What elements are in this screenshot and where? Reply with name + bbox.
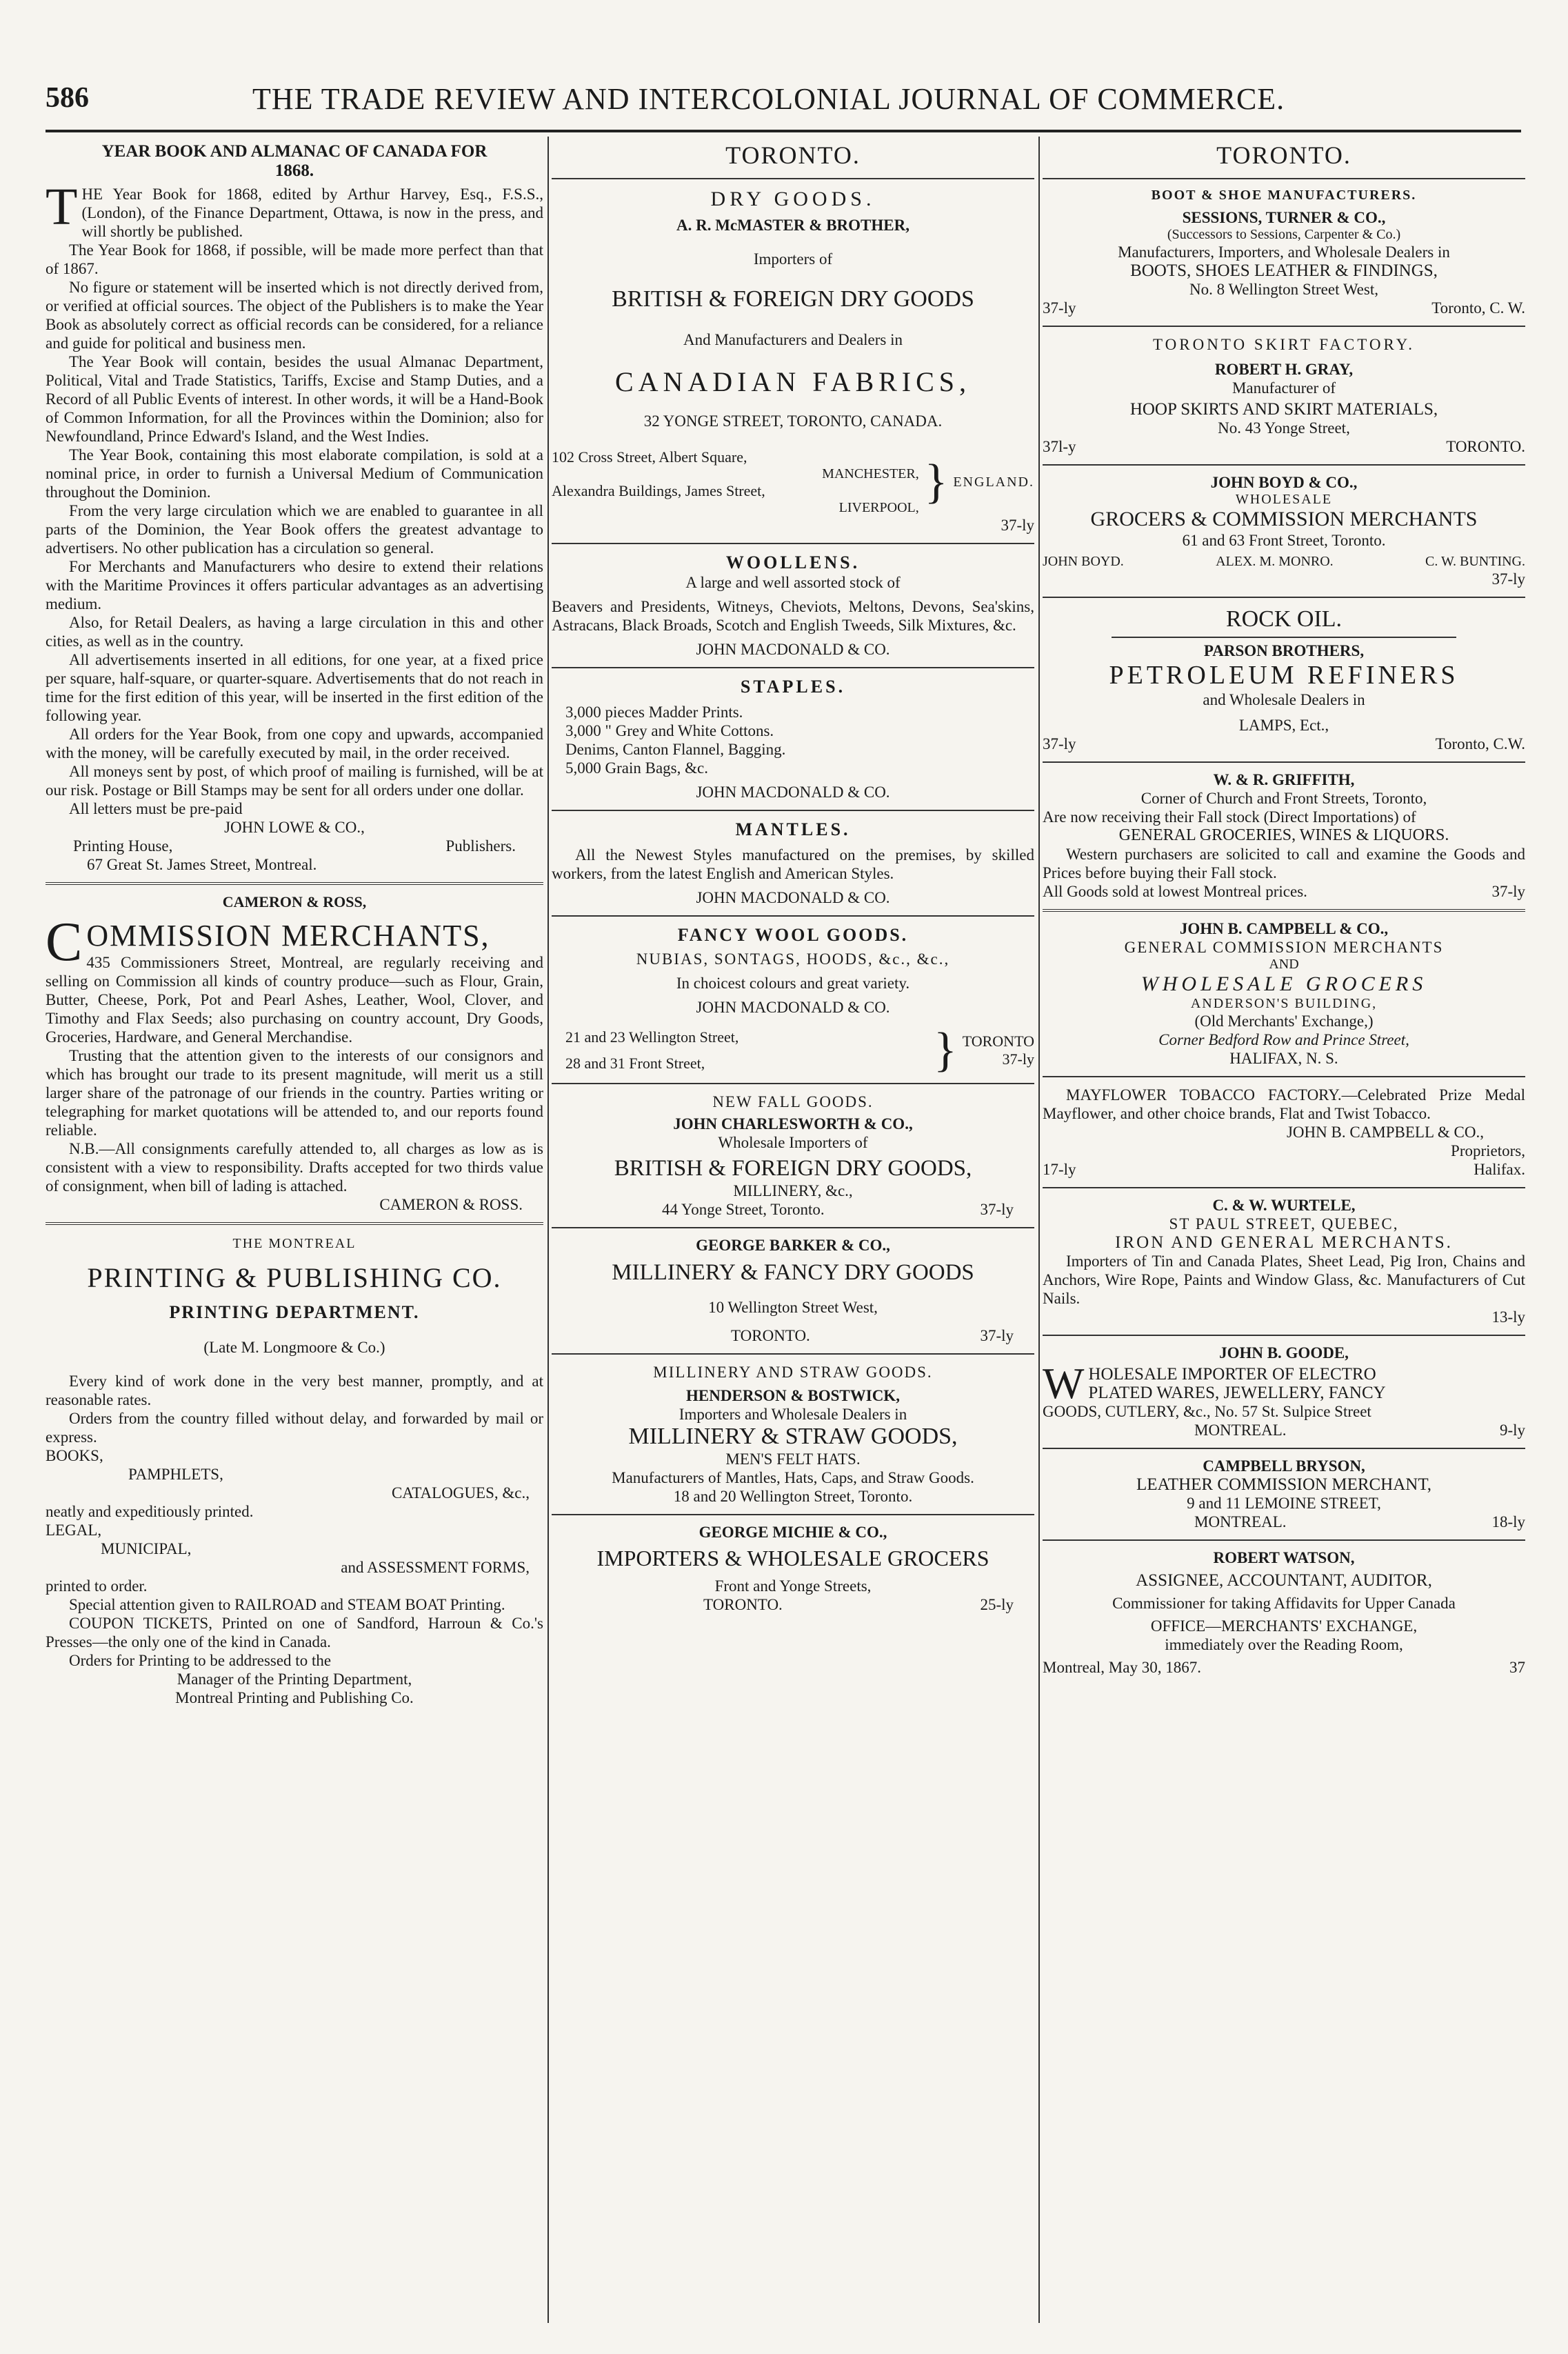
divider: [552, 667, 1034, 668]
addresses: [552, 448, 919, 516]
divider: [46, 1222, 543, 1225]
addresses: [565, 1028, 928, 1073]
goods: BOOTS, SHOES LEATHER & FINDINGS,: [1130, 261, 1438, 280]
ref: 9-ly: [1499, 1422, 1525, 1439]
goods: ASSIGNEE, ACCOUNTANT, AUDITOR,: [1136, 1571, 1432, 1590]
paragraph: No figure or statement will be inserted which is not directly derived from, or verified at official sources. The object of the Publishers is to make the Year Book as absolutely correct as official records can be considered, for a reliance and guide for political and business men.: [46, 279, 543, 352]
address: 67 Great St. James Street, Montreal.: [87, 856, 317, 873]
divider: [1043, 1335, 1525, 1336]
line: Corner of Church and Front Streets, Toronto,: [1140, 790, 1427, 807]
ref: 17-ly: [1043, 1161, 1076, 1178]
printing-advert: [46, 1236, 543, 1707]
paragraph: All letters must be pre-paid: [69, 800, 243, 817]
paragraph: All orders for the Year Book, from one copy and upwards, accompanied with the money, will be carefully executed by mail, in the order received.: [46, 726, 543, 761]
heading: STAPLES.: [740, 677, 846, 697]
firm-name: W. & R. GRIFFITH,: [1213, 771, 1355, 788]
line: And Manufacturers and Dealers in: [683, 331, 903, 348]
partners: [1043, 554, 1525, 570]
divider: [1043, 597, 1525, 598]
paragraph: COUPON TICKETS, Printed on one of Sandford, Harroun & Co.'s Presses—the only one of the kind in Canada.: [46, 1615, 543, 1650]
divider: [552, 1353, 1034, 1355]
dropcap: C: [46, 912, 83, 972]
firm-name: ROBERT H. GRAY,: [1214, 361, 1354, 378]
firm-name: C. & W. WURTELE,: [1212, 1197, 1356, 1214]
goods: CANADIAN FABRICS,: [614, 366, 972, 397]
note: (Late M. Longmoore & Co.): [203, 1339, 385, 1356]
note-line: [1043, 882, 1525, 901]
divider: [1043, 761, 1525, 763]
signature: CAMERON & ROSS.: [379, 1196, 523, 1213]
dropcap: W: [1043, 1359, 1085, 1408]
divider: [552, 1083, 1034, 1084]
firm-name: PARSON BROTHERS,: [1203, 642, 1365, 659]
section-heading: DRY GOODS.: [710, 188, 876, 210]
divider: [1043, 1539, 1525, 1541]
paragraph: Western purchasers are solicited to call and examine the Goods and Prices before buying their Fall stock.: [1043, 846, 1525, 881]
line: A large and well assorted stock of: [685, 574, 901, 591]
line: (Old Merchants' Exchange,): [1194, 1013, 1374, 1030]
ref: 37-ly: [980, 1201, 1014, 1218]
goods: HOOP SKIRTS AND SKIRT MATERIALS,: [1129, 400, 1438, 419]
heading: MANTLES.: [735, 819, 851, 839]
ref: 25-ly: [980, 1596, 1014, 1613]
goods: LEATHER COMMISSION MERCHANT,: [1136, 1475, 1432, 1494]
address: 18 and 20 Wellington Street, Toronto.: [673, 1488, 913, 1505]
paragraph: N.B.—All consignments carefully attended to, all charges as low as is consistent with a view to responsibility. Drafts accepted for two thirds value of consignment, when bill of lading is attached.: [46, 1140, 543, 1195]
address-block: [552, 1026, 1034, 1075]
city: Toronto, C.W.: [1435, 735, 1525, 752]
divider: [1043, 326, 1525, 327]
items: NUBIAS, SONTAGS, HOODS, &c., &c.,: [636, 950, 950, 968]
country: ENGLAND.: [953, 474, 1034, 490]
heading: PRINTING & PUBLISHING CO.: [87, 1262, 502, 1293]
paragraph: Orders for Printing to be addressed to the: [69, 1652, 332, 1669]
paragraph: The Year Book, containing this most elaborate compilation, is sold at a nominal price, in order to furnish a Universal Medium of Communication throughout the Dominion.: [46, 446, 543, 501]
signature: JOHN MACDONALD & CO.: [696, 784, 890, 801]
signature: JOHN MACDONALD & CO.: [696, 889, 890, 906]
mantles-advert: [552, 819, 1034, 907]
city: TORONTO.: [1446, 438, 1525, 455]
goods: IRON AND GENERAL MERCHANTS.: [1115, 1233, 1453, 1252]
page-header: [46, 81, 1521, 123]
city-heading: TORONTO.: [1216, 141, 1351, 169]
page-title: THE TRADE REVIEW AND INTERCOLONIAL JOURNAL OF COMMERCE.: [252, 82, 1285, 116]
text: HE Year Book for 1868, edited by Arthur Harvey, Esq., F.S.S., (London), of the Finance Department, Ottawa, is now in the press, and will shortly be published.: [81, 186, 543, 240]
line: Manufacturer of: [1232, 379, 1336, 397]
address: 61 and 63 Front Street, Toronto.: [1182, 532, 1386, 549]
note: All Goods sold at lowest Montreal prices.: [1043, 883, 1307, 900]
list-item: PAMPHLETS,: [128, 1466, 223, 1483]
city: TORONTO.: [731, 1327, 810, 1344]
line: immediately over the Reading Room,: [1165, 1636, 1403, 1653]
address: 9 and 11 LEMOINE STREET,: [1187, 1495, 1381, 1512]
paragraph: All advertisements inserted in all editions, for one year, at a fixed price per square, half-square, or quarter-square. Advertisements that do not reach in time for the first edition of this year, will be inserted in the first edition of the following year.: [46, 651, 543, 724]
paragraph: MAYFLOWER TOBACCO FACTORY.—Celebrated Prize Medal Mayflower, and other choice brands, Flat and Twist Tobacco.: [1043, 1086, 1525, 1122]
yearbook-title: YEAR BOOK AND ALMANAC OF CANADA FOR 1868.: [101, 142, 488, 180]
line: OFFICE—MERCHANTS' EXCHANGE,: [1150, 1617, 1418, 1635]
paragraph: Special attention given to RAILROAD and STEAM BOAT Printing.: [69, 1596, 505, 1613]
staples-advert: [552, 677, 1034, 801]
divider: [552, 1514, 1034, 1515]
paragraph: The Year Book for 1868, if possible, will be made more perfect than that of 1867.: [46, 241, 543, 277]
ref: 37l-y: [1043, 438, 1076, 455]
address: 44 Yonge Street, Toronto.: [662, 1201, 825, 1218]
barker-advert: [552, 1237, 1034, 1345]
boot-advert: [1043, 188, 1525, 317]
paragraph: All moneys sent by post, of which proof of mailing is furnished, will be at our risk. Postage or Bill Stamps may be sent for all orders under one dollar.: [46, 763, 543, 799]
text: 435 Commissioners Street, Montreal, are regularly receiving and selling on Commission all kinds of country produce—such as Flour, Grain, Butter, Cheese, Pork, Pot and Pearl Ashes, Leather, Wool, Clover, and Timothy and Flax Seeds; also purchasing on country account, Dry Goods, Groceries, Hardware, and General Merchandise.: [46, 954, 543, 1046]
divider: [1112, 637, 1456, 638]
paragraph: Beavers and Presidents, Witneys, Cheviots, Meltons, Devons, Sea'skins, Astracans, Black Broads, Scotch and English Tweeds, Silk Mixtures, &c.: [552, 598, 1034, 634]
line: and Wholesale Dealers in: [1203, 691, 1365, 708]
paragraph: The Year Book will contain, besides the usual Almanac Department, Political, Vital and Trade Statistics, Tariffs, Excise and Stamp Duties, and a Record of all Public Events of interest. In other words, it will be a Hand-Book of Common Information, for all the Provinces within the Dominion; also for Newfoundland, Prince Edward's Island, and the West Indies.: [46, 353, 543, 445]
firm-name: GEORGE BARKER & CO.,: [696, 1237, 890, 1254]
heading: ROCK OIL.: [1225, 606, 1343, 632]
ref: 37-ly: [1002, 1050, 1034, 1068]
page-number: 586: [46, 82, 89, 114]
mcmaster-advert: [552, 217, 1034, 535]
line: MILLINERY, &c.,: [733, 1182, 853, 1199]
date: Montreal, May 30, 1867.: [1043, 1659, 1201, 1676]
paragraph: [46, 912, 543, 1046]
divider: [552, 1227, 1034, 1228]
divider: [552, 810, 1034, 811]
heading: FANCY WOOL GOODS.: [677, 925, 909, 945]
column-divider: [1038, 137, 1040, 2323]
brace: }: [924, 455, 948, 508]
wurtele-advert: [1043, 1197, 1525, 1326]
ref: 37-ly: [1043, 299, 1076, 317]
city: LIVERPOOL,: [838, 500, 919, 515]
ref: 13-ly: [1491, 1308, 1525, 1326]
head: BOOT & SHOE MANUFACTURERS.: [1151, 188, 1417, 203]
line: Manufacturers, Importers, and Wholesale Dealers in: [1118, 243, 1450, 261]
line: WHOLESALE: [1235, 492, 1333, 507]
ref: 37-ly: [1491, 883, 1525, 900]
text: Publishers.: [445, 837, 516, 855]
head: THE MONTREAL: [232, 1236, 356, 1251]
divider: [1043, 178, 1525, 179]
line: PLATED WARES, JEWELLERY, FANCY: [1088, 1384, 1386, 1402]
divider: [46, 882, 543, 885]
cameron-advert: [46, 893, 543, 1214]
divider: [552, 178, 1034, 179]
firm-name: CAMPBELL BRYSON,: [1203, 1457, 1365, 1475]
line: ANDERSON'S BUILDING,: [1190, 996, 1378, 1011]
henderson-advert: [552, 1363, 1034, 1506]
michie-advert: [552, 1524, 1034, 1614]
address-block: [552, 448, 1034, 516]
line: GOODS, CUTLERY, &c., No. 57 St. Sulpice Street: [1043, 1403, 1371, 1420]
city-line: [1043, 1160, 1525, 1179]
head: NEW FALL GOODS.: [712, 1093, 874, 1110]
paragraph: All the Newest Styles manufactured on the premises, by skilled workers, from the latest English and American Styles.: [552, 846, 1034, 882]
ref: 37-ly: [980, 1327, 1014, 1344]
city: MONTREAL.: [1194, 1422, 1287, 1439]
city: MONTREAL.: [1194, 1513, 1287, 1530]
yearbook-advert: [46, 142, 543, 874]
address: No. 8 Wellington Street West,: [1189, 281, 1378, 298]
paragraph: Trusting that the attention given to the interests of our consignors and which has brought our trade to its present magnitude, will merit us a still larger share of the patronage of our friends in the country. Parties writing or telegraphing for market quotations will be attended to, and our reports found reliable.: [46, 1047, 543, 1139]
line: Wholesale Importers of: [718, 1134, 868, 1151]
city: MANCHESTER,: [822, 466, 919, 481]
column-left: [46, 137, 543, 2323]
goods: IMPORTERS & WHOLESALE GROCERS: [596, 1546, 989, 1570]
line: AND: [1269, 957, 1299, 972]
watson-advert: [1043, 1549, 1525, 1677]
line: Importers of: [753, 250, 833, 268]
goods: MILLINERY & FANCY DRY GOODS: [612, 1260, 974, 1285]
partner: JOHN BOYD.: [1043, 554, 1124, 569]
city-line: [1043, 1513, 1525, 1531]
list-item: CATALOGUES, &c.,: [391, 1484, 530, 1502]
divider: [1043, 1187, 1525, 1188]
paragraph: Manager of the Printing Department,: [177, 1670, 412, 1688]
subheading: PRINTING DEPARTMENT.: [169, 1302, 420, 1322]
address: Alexandra Buildings, James Street,: [552, 482, 765, 499]
goods: BRITISH & FOREIGN DRY GOODS: [612, 286, 974, 312]
paragraph: Also, for Retail Dealers, as having a large circulation in this and other cities, as well as in the country.: [46, 614, 543, 650]
city: TORONTO: [962, 1033, 1034, 1050]
signature: JOHN LOWE & CO.,: [224, 819, 365, 836]
heading: WOOLLENS.: [725, 552, 861, 572]
line: LAMPS, Ect.,: [1238, 717, 1329, 734]
address: 102 Cross Street, Albert Square,: [552, 448, 747, 466]
head: MILLINERY AND STRAW GOODS.: [653, 1364, 933, 1381]
signature: JOHN B. CAMPBELL & CO.,: [1286, 1124, 1484, 1141]
goods: MILLINERY & STRAW GOODS,: [628, 1424, 958, 1449]
paragraph: For Merchants and Manufacturers who desire to extend their relations with the Maritime Provinces it offers particular advantages as an advertising medium.: [46, 558, 543, 612]
woollens-advert: [552, 552, 1034, 659]
boyd-advert: [1043, 474, 1525, 588]
partner: C. W. BUNTING.: [1425, 554, 1525, 569]
goods: WHOLESALE GROCERS: [1140, 972, 1427, 995]
list-item: BOOKS,: [46, 1447, 103, 1464]
firm-name: CAMERON & ROSS,: [222, 893, 367, 910]
firm-name: GEORGE MICHIE & CO.,: [698, 1524, 887, 1541]
line: GENERAL COMMISSION MERCHANTS: [1124, 939, 1444, 956]
brace: }: [934, 1024, 957, 1077]
divider: [552, 543, 1034, 544]
city-line: [552, 1595, 1034, 1614]
firm-name: A. R. McMASTER & BROTHER,: [676, 217, 909, 234]
paragraph: [46, 178, 543, 241]
line: MEN'S FELT HATS.: [725, 1450, 861, 1468]
city-line: [552, 1317, 1034, 1345]
list-item: and ASSESSMENT FORMS,: [341, 1559, 530, 1576]
paragraph: Are now receiving their Fall stock (Direct Importations) of: [1043, 808, 1416, 826]
paragraph: Importers of Tin and Canada Plates, Sheet Lead, Pig Iron, Chains and Anchors, Wire Rope, Paints and Window Glass, &c. Manufacturers of Cut Nails.: [1043, 1253, 1525, 1307]
heading: OMMISSION MERCHANTS,: [86, 919, 490, 952]
list-item: neatly and expeditiously printed.: [46, 1503, 254, 1520]
line: Commissioner for taking Affidavits for Upper Canada: [1112, 1595, 1456, 1612]
ref: 37-ly: [1001, 517, 1034, 534]
column-divider: [547, 137, 549, 2323]
campbell-advert: [1043, 920, 1525, 1068]
signature-line: [46, 837, 543, 855]
list-item: MUNICIPAL,: [101, 1540, 192, 1557]
goods: GROCERS & COMMISSION MERCHANTS: [1090, 508, 1478, 530]
skirt-advert: [1043, 335, 1525, 456]
divider: [1043, 1448, 1525, 1449]
city-line: [1043, 1421, 1525, 1439]
fancywool-advert: [552, 925, 1034, 1075]
column-middle: [552, 137, 1034, 2323]
ref: 37: [1509, 1659, 1525, 1676]
list-item: printed to order.: [46, 1577, 148, 1595]
list-item: Denims, Canton Flannel, Bagging.: [565, 741, 786, 758]
line: In choicest colours and great variety.: [676, 975, 910, 992]
ref: 37-ly: [1491, 570, 1525, 588]
address: ST PAUL STREET, QUEBEC,: [1169, 1215, 1399, 1233]
ref: 18-ly: [1491, 1513, 1525, 1530]
charlesworth-advert: [552, 1093, 1034, 1219]
dropcap: T: [46, 178, 78, 236]
city-line: [1043, 299, 1525, 317]
line: HOLESALE IMPORTER OF ELECTRO: [1088, 1365, 1376, 1384]
line: Proprietors,: [1451, 1142, 1525, 1159]
list-item: LEGAL,: [46, 1522, 102, 1539]
list-item: 3,000 pieces Madder Prints.: [565, 704, 743, 721]
city-ref: [963, 1033, 1034, 1068]
city: Halifax.: [1474, 1161, 1525, 1178]
bryson-advert: [1043, 1457, 1525, 1531]
mayflower-advert: [1043, 1086, 1525, 1179]
header-rule: [46, 130, 1521, 132]
divider: [1043, 464, 1525, 466]
divider: [552, 915, 1034, 917]
firm-name: ROBERT WATSON,: [1213, 1549, 1355, 1566]
griffith-advert: [1043, 771, 1525, 901]
address: 28 and 31 Front Street,: [565, 1055, 705, 1072]
city: TORONTO.: [703, 1596, 783, 1613]
line: Importers and Wholesale Dealers in: [679, 1406, 907, 1423]
signature: JOHN MACDONALD & CO.: [696, 999, 890, 1016]
city: Toronto, C. W.: [1431, 299, 1525, 317]
divider: [1043, 909, 1525, 912]
city-line: [1043, 437, 1525, 456]
firm-name: SESSIONS, TURNER & CO.,: [1182, 209, 1386, 226]
firm-name: HENDERSON & BOSTWICK,: [686, 1387, 900, 1404]
firm-name: JOHN CHARLESWORTH & CO.,: [673, 1115, 913, 1133]
goods: GENERAL GROCERIES, WINES & LIQUORS.: [1118, 826, 1449, 844]
line: (Successors to Sessions, Carpenter & Co.): [1167, 227, 1401, 242]
address-line: [552, 1200, 1034, 1219]
paragraph: Manufacturers of Mantles, Hats, Caps, and Straw Goods.: [612, 1469, 974, 1486]
partner: ALEX. M. MONRO.: [1216, 554, 1334, 569]
address: Front and Yonge Streets,: [714, 1577, 872, 1595]
firm-name: JOHN B. CAMPBELL & CO.,: [1179, 920, 1389, 937]
head: TORONTO SKIRT FACTORY.: [1153, 336, 1415, 353]
paragraph: Every kind of work done in the very best manner, promptly, and at reasonable rates.: [46, 1373, 543, 1408]
paragraph: Montreal Printing and Publishing Co.: [175, 1689, 414, 1706]
address: 32 YONGE STREET, TORONTO, CANADA.: [643, 412, 943, 430]
paragraph: Orders from the country filled without delay, and forwarded by mail or express.: [46, 1410, 543, 1446]
city-heading: TORONTO.: [725, 141, 861, 169]
list-item: 3,000 " Grey and White Cottons.: [565, 722, 774, 739]
rockoil-advert: [1043, 606, 1525, 753]
firm-name: JOHN B. GOODE,: [1219, 1344, 1349, 1361]
paragraph: From the very large circulation which we are enabled to guarantee in all parts of the Dominion, the Year Book offers the greatest advantage to advertisers. No other publication has a circulation so general.: [46, 502, 543, 557]
column-right: [1043, 137, 1525, 2323]
firm-name: JOHN BOYD & CO.,: [1210, 474, 1358, 491]
line: Corner Bedford Row and Prince Street,: [1158, 1031, 1409, 1048]
ref: 37-ly: [1043, 735, 1076, 752]
city: HALIFAX, N. S.: [1229, 1050, 1338, 1067]
divider: [1043, 1076, 1525, 1077]
signature: JOHN MACDONALD & CO.: [696, 641, 890, 658]
goode-advert: [1043, 1344, 1525, 1439]
address: 21 and 23 Wellington Street,: [565, 1028, 739, 1046]
address: No. 43 Yonge Street,: [1218, 419, 1350, 437]
city-line: [1043, 735, 1525, 753]
goods: PETROLEUM REFINERS: [1109, 661, 1459, 690]
list-item: 5,000 Grain Bags, &c.: [565, 759, 708, 777]
paragraph: [1043, 1359, 1525, 1421]
address: 10 Wellington Street West,: [708, 1299, 878, 1316]
text: Printing House,: [73, 837, 173, 855]
date-line: [1043, 1658, 1525, 1677]
goods: BRITISH & FOREIGN DRY GOODS,: [614, 1156, 972, 1181]
